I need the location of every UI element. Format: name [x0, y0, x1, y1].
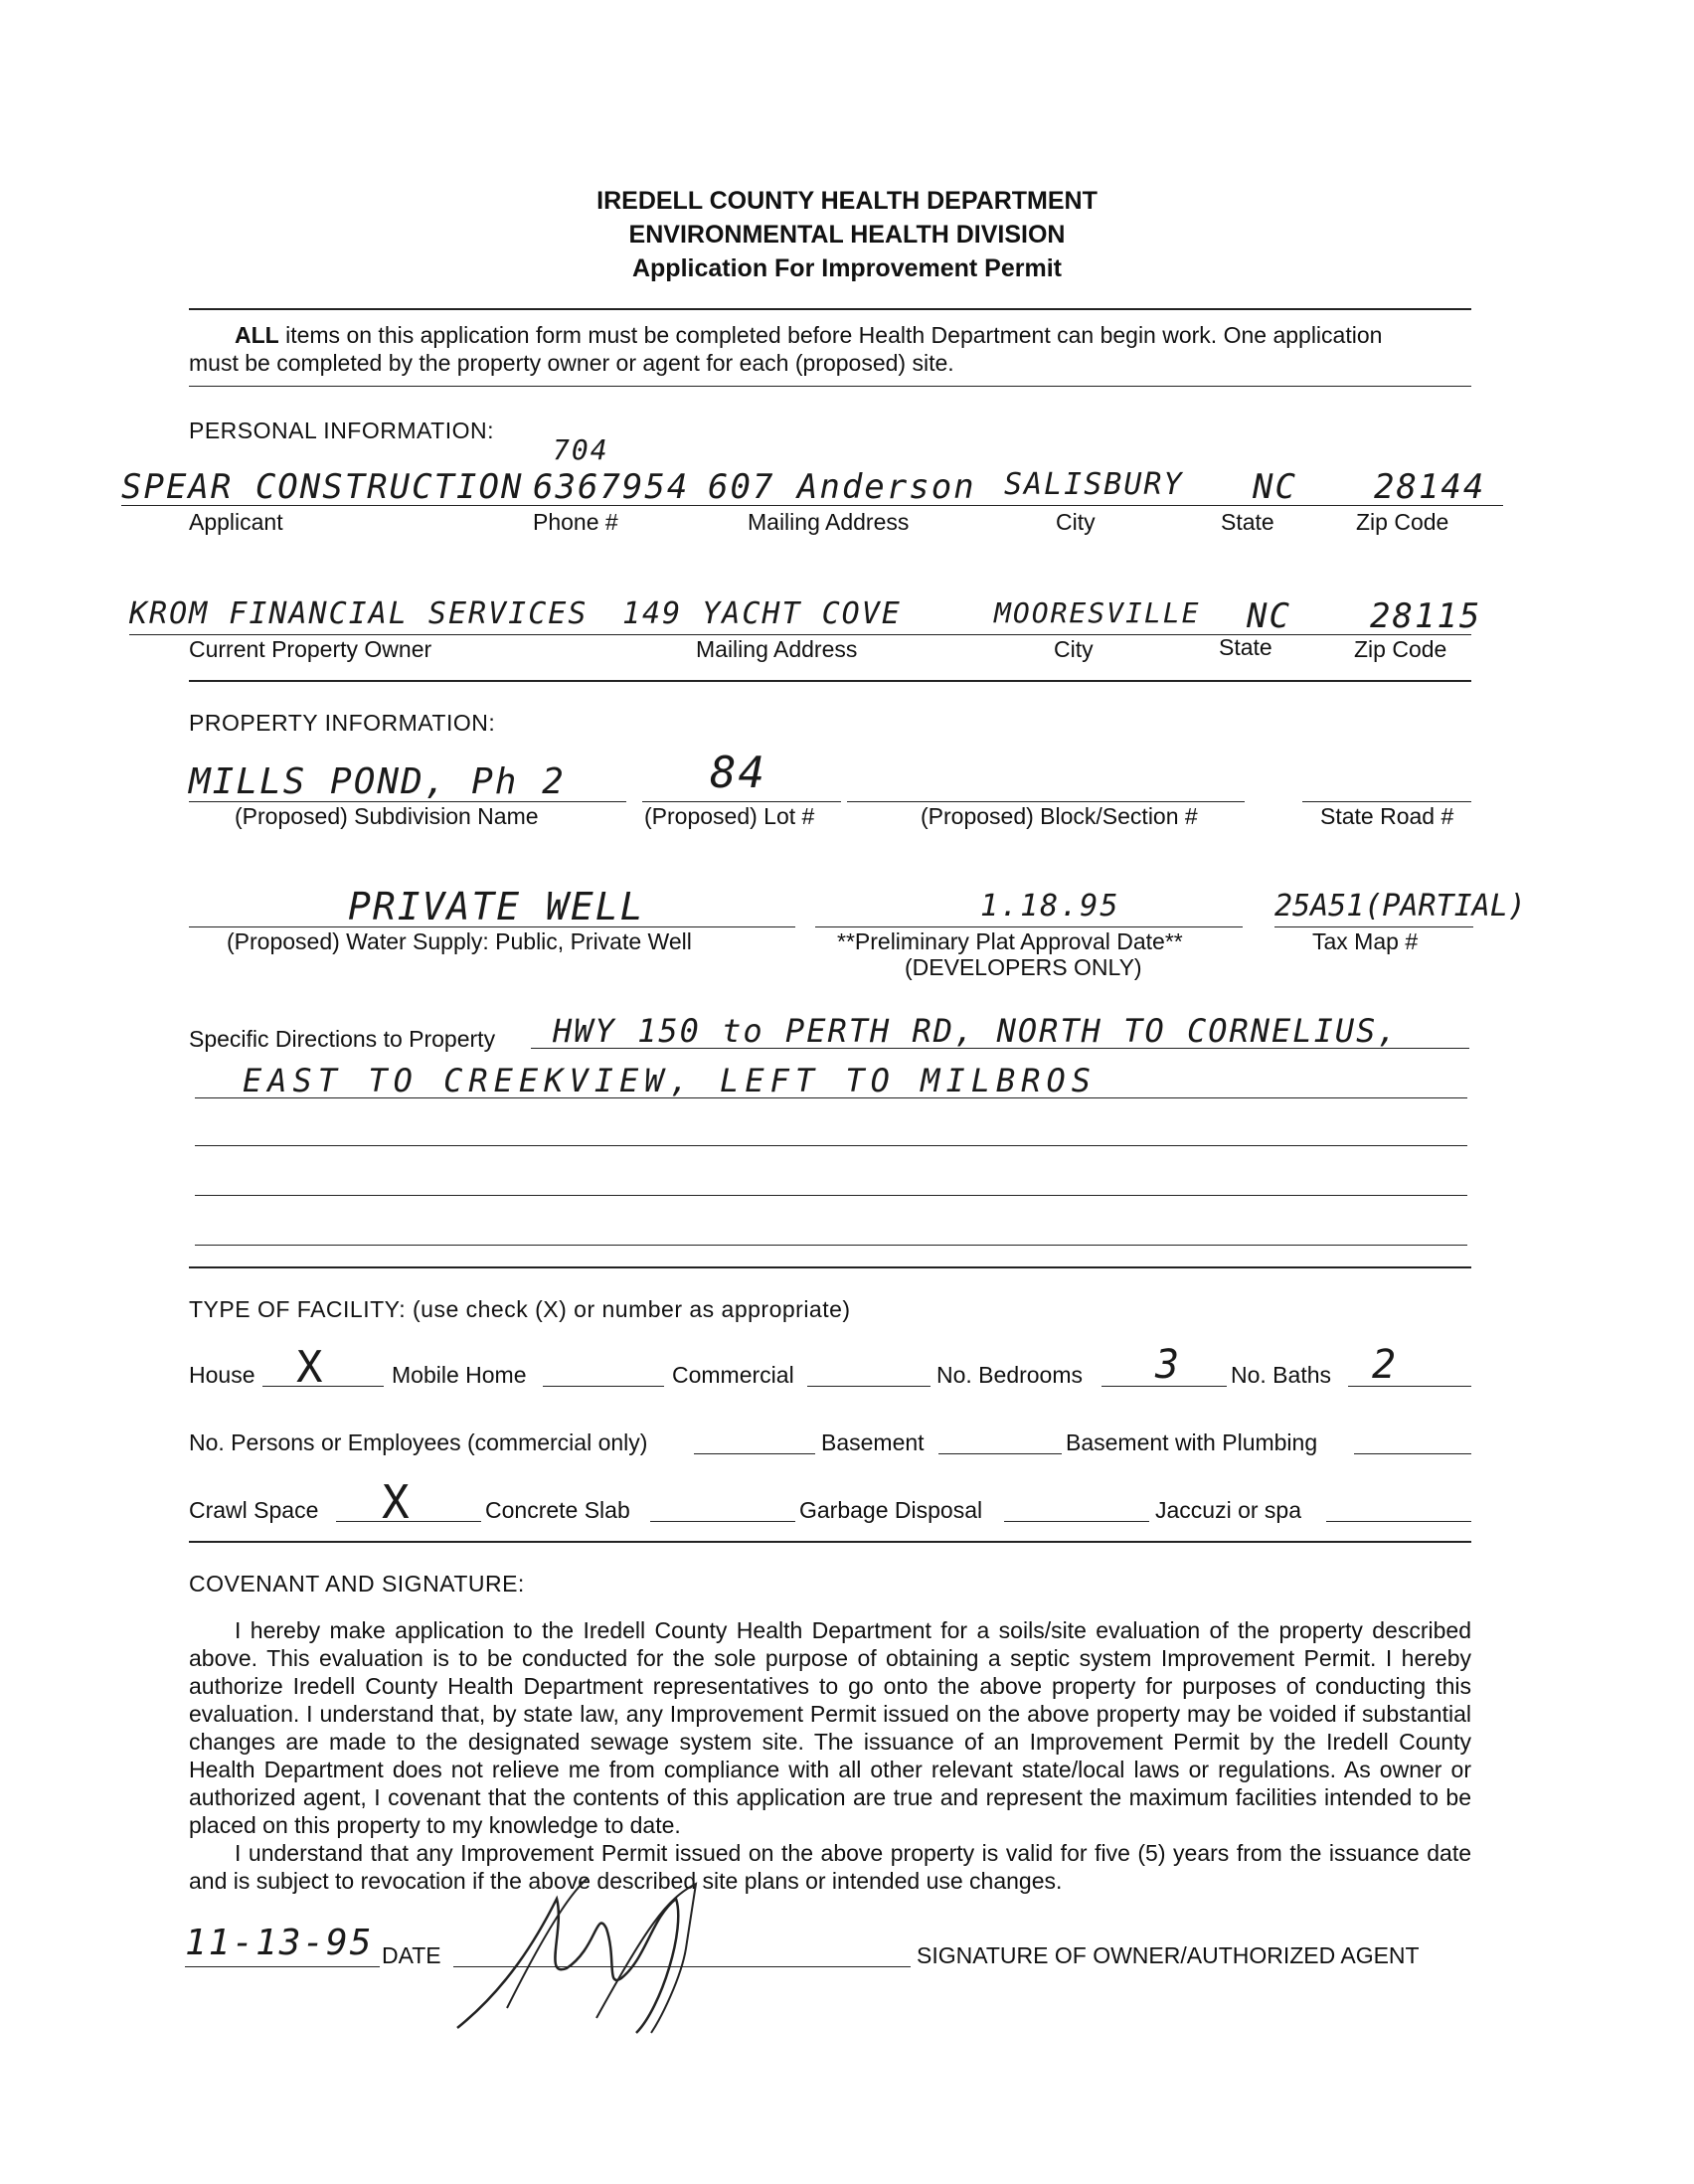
intro-text-1: items on this application form must be completed before Health Department can begin work. One application: [278, 322, 1383, 348]
label-bedrooms: No. Bedrooms: [936, 1362, 1084, 1388]
label-basement-plumbing: Basement with Plumbing: [1066, 1429, 1318, 1455]
signature-mark: [447, 1869, 746, 2038]
label-city: City: [1056, 509, 1096, 535]
taxmap-underline: [1274, 926, 1473, 927]
road-underline: [1302, 801, 1471, 802]
baths-value: 2: [1372, 1342, 1399, 1388]
header-line-1: IREDELL COUNTY HEALTH DEPARTMENT: [596, 187, 1098, 215]
applicant-state-value: NC: [1253, 467, 1297, 507]
label-plat-2: (DEVELOPERS ONLY): [905, 954, 1142, 980]
directions-underline-3: [195, 1145, 1467, 1146]
covenant-paragraph-1: I hereby make application to the Iredell County Health Department for a soils/site evaluation of the property described above. This evaluation is to be conducted for the sole purpose of obtaining a septic system Improvement Permit. I hereby authorize Iredell County Health Department representatives to go onto the above property for purposes of conducting this evaluation. I understand that, by state law, any Improvement Permit issued on the above property may be voided if substantial changes are made to the designated sewage system site. The issuance of an Improvement Permit by the Iredell County Health Department does not relieve me from compliance with all other relevant state/local laws or regulations. As owner or authorized agent, I covenant that the contents of this application are true and represent the maximum facilities intended to be placed on this property to my knowledge to date.: [189, 1617, 1471, 1838]
label-lot: (Proposed) Lot #: [644, 803, 815, 829]
subdivision-value: MILLS POND, Ph 2: [189, 761, 566, 802]
label-zip: Zip Code: [1356, 509, 1449, 535]
commercial-underline: [807, 1386, 931, 1387]
owner-state-value: NC: [1247, 596, 1291, 636]
subdivision-underline: [189, 801, 626, 802]
divider: [189, 1266, 1471, 1268]
area-code-value: 704: [553, 433, 609, 466]
label-persons: No. Persons or Employees (commercial only): [189, 1429, 648, 1455]
divider: [189, 1541, 1471, 1543]
label-state: State: [1221, 509, 1274, 535]
property-heading: PROPERTY INFORMATION:: [189, 710, 496, 736]
header-line-2: ENVIRONMENTAL HEALTH DIVISION: [628, 221, 1066, 249]
label-road: State Road #: [1320, 803, 1454, 829]
label-mobile: Mobile Home: [392, 1362, 527, 1388]
label-owner: Current Property Owner: [189, 636, 432, 662]
intro-line-2: must be completed by the property owner or agent for each (proposed) site.: [189, 350, 954, 376]
bedrooms-value: 3: [1155, 1342, 1182, 1388]
jacuzzi-underline: [1326, 1521, 1471, 1522]
lot-value: 84: [710, 748, 766, 798]
divider: [189, 386, 1471, 387]
plat-date-value: 1.18.95: [980, 889, 1120, 924]
label-jacuzzi: Jaccuzi or spa: [1155, 1497, 1302, 1523]
label-owner-zip: Zip Code: [1354, 636, 1447, 662]
intro-bold: ALL: [235, 322, 279, 348]
label-mailing: Mailing Address: [748, 509, 910, 535]
owner-name-value: KROM FINANCIAL SERVICES: [129, 596, 589, 631]
label-phone: Phone #: [533, 509, 618, 535]
label-directions: Specific Directions to Property: [189, 1026, 496, 1052]
label-signature: SIGNATURE OF OWNER/AUTHORIZED AGENT: [917, 1942, 1420, 1968]
applicant-phone-value: 6367954: [533, 467, 690, 507]
owner-address-value: 149 YACHT COVE: [622, 596, 902, 631]
water-underline: [189, 926, 795, 927]
directions-line-2: EAST TO CREEKVIEW, LEFT TO MILBROS: [243, 1062, 1098, 1099]
label-plat-1: **Preliminary Plat Approval Date**: [837, 928, 1183, 954]
garbage-underline: [1004, 1521, 1149, 1522]
directions-underline-4: [195, 1195, 1467, 1196]
label-taxmap: Tax Map #: [1312, 928, 1419, 954]
label-water: (Proposed) Water Supply: Public, Private Well: [227, 928, 692, 954]
date-underline: [185, 1966, 380, 1967]
applicant-city-value: SALISBURY: [1004, 467, 1184, 502]
basement-plumbing-underline: [1354, 1453, 1471, 1454]
divider: [189, 308, 1471, 310]
personal-heading: PERSONAL INFORMATION:: [189, 418, 494, 443]
date-value: 11-13-95: [185, 1923, 374, 1963]
applicant-address-value: 607 Anderson: [708, 467, 976, 507]
mobile-underline: [543, 1386, 664, 1387]
label-owner-state: State: [1219, 634, 1272, 660]
label-crawl: Crawl Space: [189, 1497, 319, 1523]
label-baths: No. Baths: [1231, 1362, 1331, 1388]
owner-zip-value: 28115: [1370, 596, 1482, 636]
applicant-zip-value: 28144: [1374, 467, 1486, 507]
directions-line-1: HWY 150 to PERTH RD, NORTH TO CORNELIUS,: [553, 1012, 1399, 1050]
label-owner-mailing: Mailing Address: [696, 636, 858, 662]
intro-line-1: [235, 322, 1382, 349]
label-subdivision: (Proposed) Subdivision Name: [235, 803, 539, 829]
persons-underline: [694, 1453, 815, 1454]
label-owner-city: City: [1054, 636, 1094, 662]
plat-underline: [815, 926, 1243, 927]
label-date: DATE: [382, 1942, 441, 1968]
header-line-3: Application For Improvement Permit: [631, 254, 1062, 282]
crawl-value: X: [382, 1475, 412, 1529]
directions-underline-5: [195, 1245, 1467, 1246]
owner-city-value: MOORESVILLE: [994, 596, 1201, 629]
water-supply-value: PRIVATE WELL: [348, 885, 645, 928]
label-garbage: Garbage Disposal: [799, 1497, 983, 1523]
house-value: X: [296, 1342, 325, 1393]
covenant-paragraph-2: I understand that any Improvement Permit issued on the above property is valid for five (5) years from the issuance date and is subject to revocation if the above described site plans or intended use changes.: [189, 1840, 1471, 1894]
label-applicant: Applicant: [189, 509, 283, 535]
label-basement: Basement: [821, 1429, 925, 1455]
label-block: (Proposed) Block/Section #: [921, 803, 1198, 829]
applicant-name-value: SPEAR CONSTRUCTION: [121, 467, 524, 507]
directions-underline-2: [195, 1097, 1467, 1098]
slab-underline: [650, 1521, 795, 1522]
tax-map-value: 25A51(PARTIAL): [1274, 889, 1526, 924]
divider: [189, 680, 1471, 682]
baths-underline: [1348, 1386, 1471, 1387]
applicant-underline: [121, 505, 1503, 506]
label-house: House: [189, 1362, 255, 1388]
covenant-heading: COVENANT AND SIGNATURE:: [189, 1571, 525, 1596]
lot-underline: [642, 801, 841, 802]
facility-heading: TYPE OF FACILITY: (use check (X) or number as appropriate): [189, 1296, 851, 1322]
block-underline: [847, 801, 1245, 802]
label-commercial: Commercial: [672, 1362, 794, 1388]
directions-underline-1: [531, 1048, 1469, 1049]
label-slab: Concrete Slab: [485, 1497, 630, 1523]
basement-underline: [938, 1453, 1062, 1454]
